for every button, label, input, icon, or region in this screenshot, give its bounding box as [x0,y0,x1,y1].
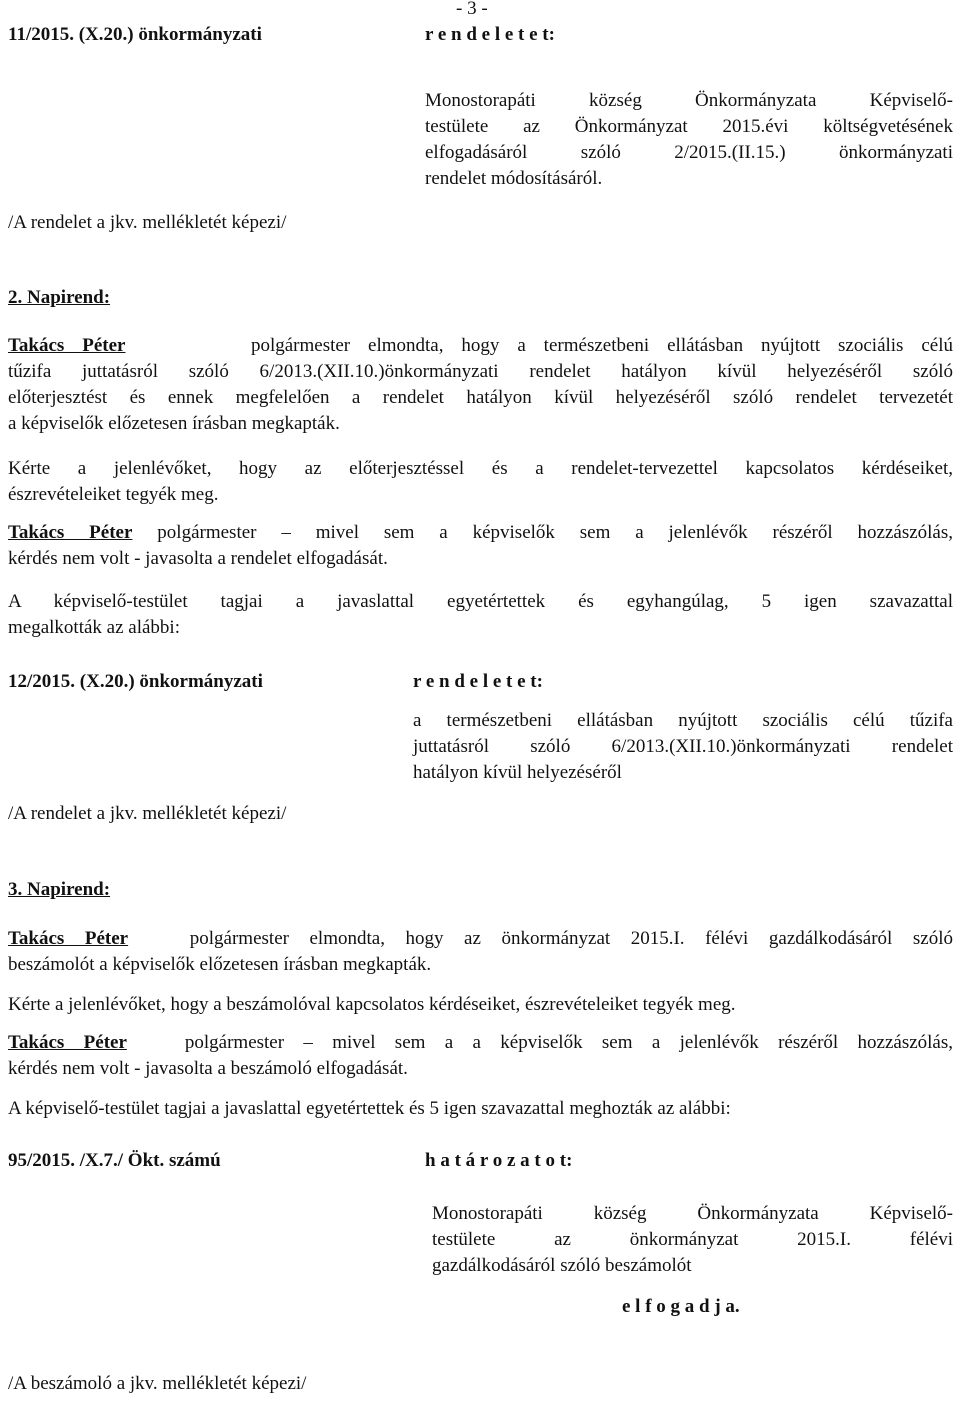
paragraph-line [8,520,953,546]
paragraph-line [8,1030,953,1056]
resolution-line: Monostorapáti község Önkormányzata Képviselő- [432,1203,953,1224]
decree-title-line: a természetbeni ellátásban nyújtott szociális célú tűzifa [413,710,953,731]
paragraph: Kérte a jelenlévőket, hogy a beszámolóval kapcsolatos kérdéseiket, észrevételeiket tegyék meg. [8,994,736,1015]
speaker-name: Takács Péter [8,1032,127,1053]
paragraph-line: kérdés nem volt - javasolta a beszámoló elfogadását. [8,1058,408,1079]
decree-number-11: 11/2015. (X.20.) önkormányzati [8,24,262,45]
paragraph [8,333,953,437]
decree-keyword-11: r e n d e l e t e t: [425,24,555,45]
paragraph-line [8,926,953,952]
paragraph-line: megalkották az alábbi: [8,617,180,638]
paragraph-text: polgármester – mivel sem a képviselők sem a jelenlévők részéről hozzászólás, [157,522,953,543]
paragraph-text: polgármester elmondta, hogy a természetbeni ellátásban nyújtott szociális célú [250,335,954,356]
speaker-name: Takács Péter [8,928,129,949]
resolution-text [432,1201,953,1279]
annex-note: /A rendelet a jkv. mellékletét képezi/ [8,212,287,233]
decree-title-line: rendelet módosításáról. [425,168,603,189]
paragraph [8,520,953,572]
annex-note: /A rendelet a jkv. mellékletét képezi/ [8,803,287,824]
paragraph-line: kérdés nem volt - javasolta a rendelet elfogadását. [8,548,388,569]
paragraph-line: Kérte a jelenlévőket, hogy az előterjesztéssel és a rendelet-tervezettel kapcsolatos kérdéseiket, [8,458,953,479]
resolution-line: gazdálkodásáról szóló beszámolót [432,1255,692,1276]
decree-title-11 [425,88,953,192]
decree-title-line: hatályon kívül helyezéséről [413,762,622,783]
paragraph-line: észrevételeiket tegyék meg. [8,484,219,505]
decree-title-line: juttatásról szóló 6/2013.(XII.10.)önkormányzati rendelet [413,736,953,757]
annex-note: /A beszámoló a jkv. mellékletét képezi/ [8,1373,307,1394]
paragraph-line: A képviselő-testület tagjai a javaslattal egyetértettek és egyhangúlag, 5 igen szavazattal [8,591,953,612]
decree-keyword-12: r e n d e l e t e t: [413,671,543,692]
resolution-keyword: h a t á r o z a t o t: [425,1150,573,1171]
paragraph: A képviselő-testület tagjai a javaslattal egyetértettek és 5 igen szavazattal meghozták az alábbi: [8,1098,731,1119]
decree-title-12 [413,708,953,786]
resolution-number: 95/2015. /X.7./ Ökt. számú [8,1150,221,1171]
paragraph-text: polgármester – mivel sem a a képviselők sem a jelenlévők részéről hozzászólás, [184,1032,954,1053]
agenda-heading-2: 2. Napirend: [8,287,111,308]
resolution-line: testülete az önkormányzat 2015.I. félévi [432,1229,953,1250]
decree-number-12: 12/2015. (X.20.) önkormányzati [8,671,263,692]
paragraph-line [8,333,953,359]
paragraph [8,1030,953,1082]
paragraph-line: tűzifa juttatásról szóló 6/2013.(XII.10.)önkormányzati rendelet hatályon kívül helyezéséről szóló [8,361,953,382]
page-number: - 3 - [456,0,488,19]
speaker-name: Takács Péter [8,522,133,543]
decree-title-line: testülete az Önkormányzat 2015.évi költségvetésének [425,116,953,137]
decree-title-line: Monostorapáti község Önkormányzata Képviselő- [425,90,953,111]
speaker-name: Takács Péter [8,335,126,356]
paragraph [8,589,953,641]
paragraph-line: a képviselők előzetesen írásban megkapták. [8,413,340,434]
agenda-heading-3: 3. Napirend: [8,879,111,900]
paragraph-line: beszámolót a képviselők előzetesen írásban megkapták. [8,954,432,975]
paragraph-line: előterjesztést és ennek megfelelően a rendelet hatályon kívül helyezéséről szóló rendelet tervezetét [8,387,953,408]
decree-title-line: elfogadásáról szóló 2/2015.(II.15.) önkormányzati [425,142,953,163]
resolution-accept: e l f o g a d j a. [622,1296,740,1317]
paragraph [8,926,953,978]
paragraph [8,456,953,508]
paragraph-text: polgármester elmondta, hogy az önkormányzat 2015.I. félévi gazdálkodásáról szóló [189,928,953,949]
